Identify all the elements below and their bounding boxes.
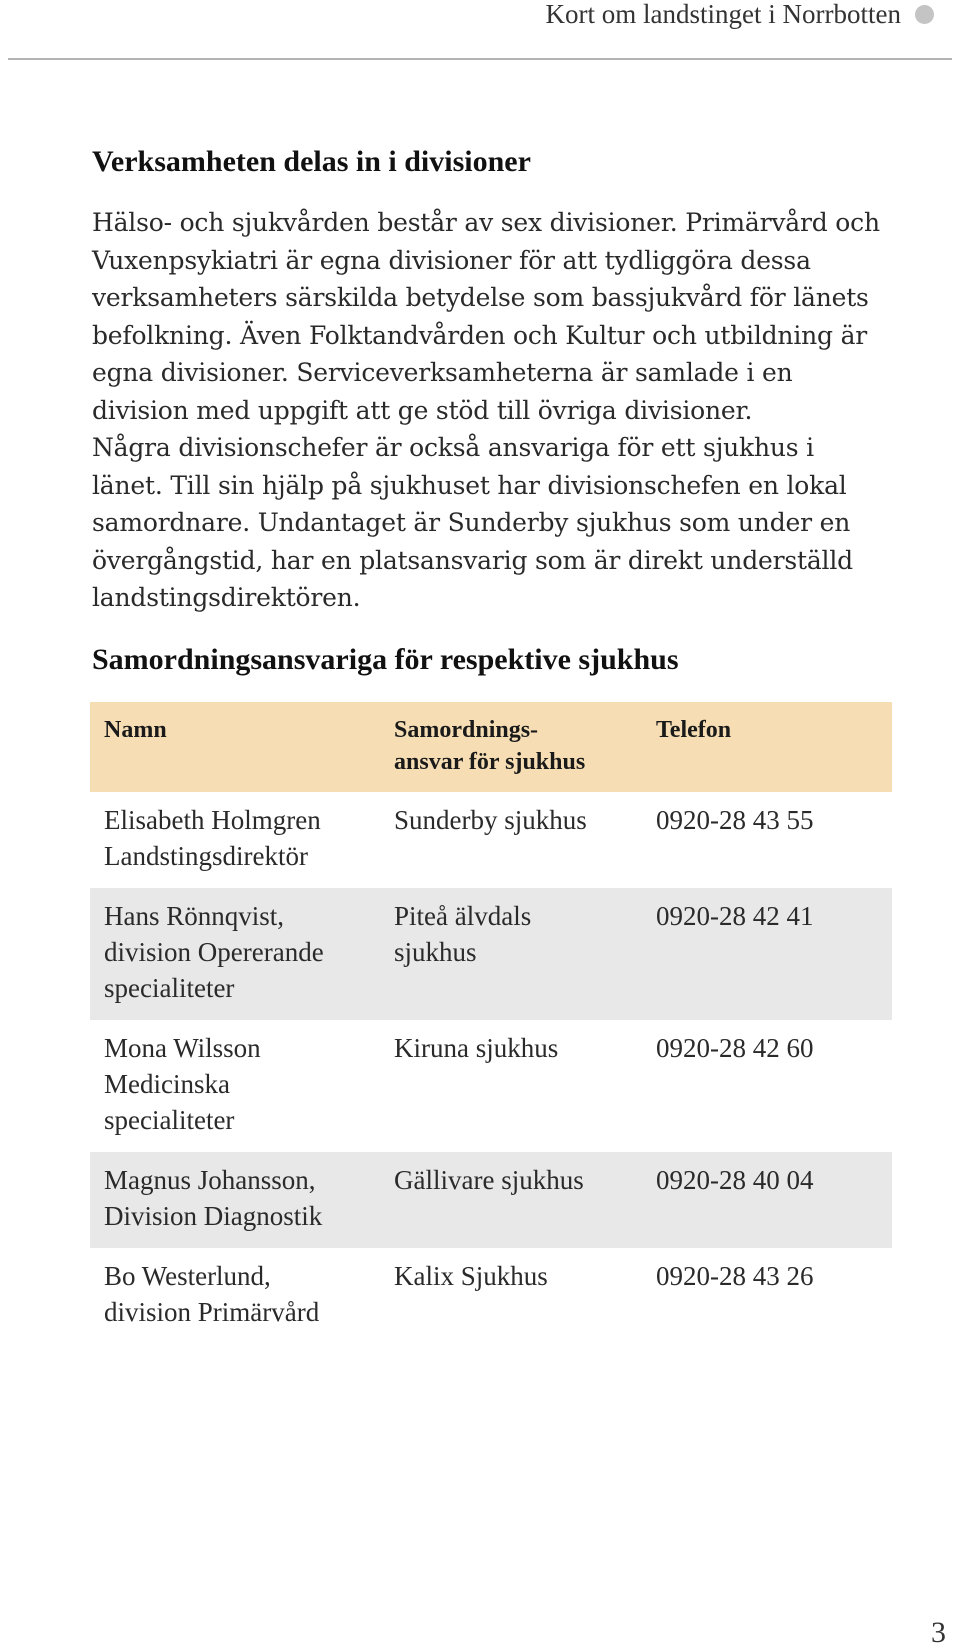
running-header-title: Kort om landstinget i Norrbotten [545,0,901,29]
cell-name-line: specialiteter [104,1104,235,1135]
cell-name-line: Hans Rönnqvist, [104,900,285,931]
cell-name-line: Mona Wilsson [104,1032,261,1063]
header-hospital-line: ansvar för sjukhus [394,748,586,775]
cell-hospital-line: Kalix Sjukhus [394,1260,548,1291]
cell-name-line: Landstingsdirektör [104,840,308,871]
running-header [546,0,934,28]
cell-name-line: specialiteter [104,972,235,1003]
header-hospital [380,702,642,792]
cell-hospital [380,1020,642,1152]
cell-name-line: division Opererande [104,936,324,967]
cell-phone: 0920-28 42 41 [642,888,892,1020]
page-content [92,145,882,1344]
cell-hospital-line: sjukhus [394,936,477,967]
paragraph-divisions: Hälso- och sjukvården består av sex divisioner. Primärvård och Vuxenpsykiatri är egna divisioner för att tydliggöra dessa verksamheters särskilda betydelse som bassjukvård för länets befolkning. Även Folktandvården och Kultur och utbildning är egna divisioner. Serviceverksamheterna är samlade i en division med uppgift att ge stöd till övriga divisioner. [92,208,880,425]
table-header-row [90,702,892,792]
header-phone: Telefon [642,702,892,792]
cell-hospital-line: Piteå älvdals [394,900,532,931]
paragraph-division-heads: Några divisionschefer är också ansvariga för ett sjukhus i länet. Till sin hjälp på sjukhuset har divisionschefen en lokal samordnare. Undantaget är Sunderby sjukhus som under en övergångstid, har en platsansvarig som är direkt underställd landstingsdirektören. [92,433,853,612]
cell-name-line: Magnus Johansson, [104,1164,316,1195]
cell-phone: 0920-28 40 04 [642,1152,892,1248]
cell-name [90,792,380,888]
cell-hospital-line: Kiruna sjukhus [394,1032,559,1063]
table-row [90,792,892,888]
cell-name [90,888,380,1020]
header-name: Namn [90,702,380,792]
table-row [90,1248,892,1344]
cell-name-line: Elisabeth Holmgren [104,804,321,835]
cell-hospital-line: Sunderby sjukhus [394,804,587,835]
coordinators-table [90,702,892,1344]
cell-phone: 0920-28 43 26 [656,1260,814,1291]
cell-name-line: Division Diagnostik [104,1200,323,1231]
cell-name [90,1020,380,1152]
table-row [90,1152,892,1248]
table-row [90,888,892,1020]
cell-hospital [380,888,642,1020]
table-row [90,1020,892,1152]
cell-hospital [380,792,642,888]
cell-name [90,1248,380,1344]
cell-name-line: Bo Westerlund, [104,1260,271,1291]
page-number: 3 [931,1616,946,1649]
cell-hospital-line: Gällivare sjukhus [394,1164,584,1195]
section-title-divisions: Verksamheten delas in i divisioner [92,145,531,178]
bullet-dot-icon [915,5,934,24]
cell-phone: 0920-28 42 60 [656,1032,814,1063]
cell-name [90,1152,380,1248]
cell-name-line: division Primärvård [104,1296,320,1327]
table-body [90,792,892,1344]
section-title-coordinators: Samordningsansvariga för respektive sjukhus [92,642,679,676]
header-rule [8,58,952,60]
header-hospital-line: Samordnings- [394,716,539,743]
cell-phone: 0920-28 43 55 [656,804,814,835]
cell-name-line: Medicinska [104,1068,230,1099]
cell-hospital [380,1248,642,1344]
cell-hospital [380,1152,642,1248]
